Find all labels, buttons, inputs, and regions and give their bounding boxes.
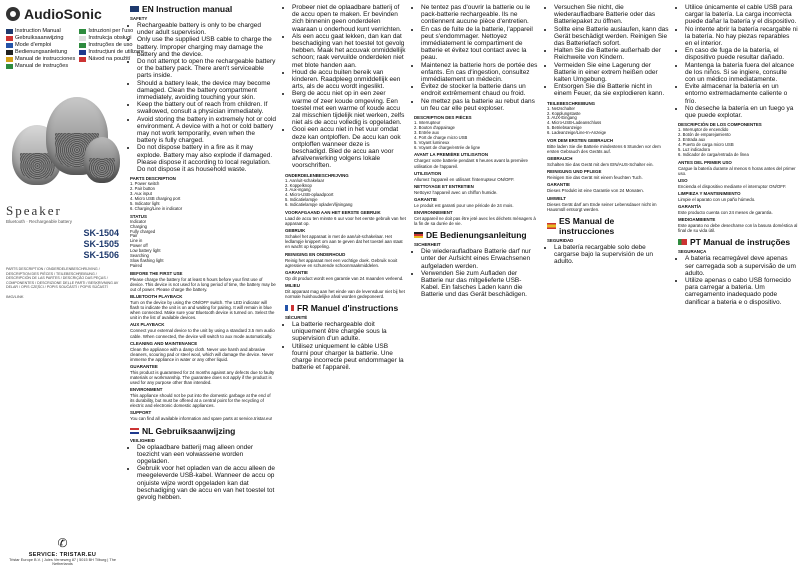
first-use-text: Please charge the battery for at least 6 hours before your first use of device. This device is not used for a long period of time, the battery may be out of power. Please charge the battery. (130, 276, 276, 292)
manual-language-label: Mode d'emploi (15, 42, 52, 48)
list-line: 1. Interruptor de encendido (678, 127, 729, 133)
environment-text: Este aparato no debe desecharse con la basura doméstica al final de su vida útil. (678, 223, 798, 234)
list-item: • Probeer niet de oplaadbare batterij of de accu open te maken. Er bevinden zich binnenin geen onderdelen waaraan u onderhoud kunt verrichten. (292, 4, 406, 33)
list-line: 6. Indicador de carga/entrada de línea (678, 151, 749, 157)
guarantee-text: This product is guaranteed for 24 months against any defects due to faulty materials or workmanship. The guarantee does not apply if the product is used for any purpose other than intended. (130, 369, 275, 386)
list-item: • Sollte eine Batterie auslaufen, kann das Gerät beschädigt werden. Reinigen Sie das Batteriefach sofort. (554, 26, 669, 48)
manual-language-item (6, 42, 75, 48)
environment-text: Dit apparaat mag aan het einde van de levensduur niet bij het normale huishoudelijke afval worden gedeponeerd. (285, 288, 405, 299)
list-item: • A bateria recarregável deve apenas ser carregada sob a supervisão de um adulto. (685, 255, 798, 277)
sicherheit-heading: SICHERHEIT (414, 242, 441, 248)
section-title-fr: FR Manuel d'instructions (285, 303, 406, 313)
list-item: • Halten Sie die Batterie außerhalb der Reichweite von Kindern. (554, 47, 669, 61)
spanish-column (676, 0, 802, 575)
list-line: 3. AUX-Eingang (547, 115, 577, 121)
list-item: • Gebruik voor het opladen van de accu alleen de meegeleverde USB-kabel. Wanneer de accu op onjuiste wijze wordt opgeladen kan dat beschadiging van de accu en van het toestel tot gevolg hebben. (137, 465, 276, 501)
first-use-heading: BEFORE THE FIRST USE (130, 270, 183, 276)
list-item: • Ne mettez pas la batterie au rebut dans un feu car elle peut exploser. (421, 98, 538, 112)
cleaning-heading: NETTOYAGE ET ENTRETIEN (414, 183, 474, 189)
list-item: • Evite almacenar la batería en un entorno extremadamente caliente o frío. (685, 83, 798, 105)
cleaning-heading: REINIGUNG UND PFLEGE (547, 169, 602, 175)
french-column (412, 0, 542, 575)
safety-list (130, 22, 276, 173)
flag-de-icon (414, 232, 423, 238)
environment-heading: MEDIOAMBIENTE (678, 217, 716, 223)
manual-language-item (6, 56, 75, 62)
brand-logo-icon (6, 7, 20, 21)
list-item: • En cas de fuite de la batterie, l'appareil peut s'endommager. Nettoyez immédiatement le compartiment de batterie et évitez tout contact avec la peau. (421, 26, 538, 62)
list-item: • No intente abrir la batería recargable ni la batería. No hay piezas reparables en el interior. (685, 26, 798, 48)
list-line: 5. Voyant lumineux (414, 139, 450, 145)
manual-language-list (6, 28, 144, 69)
usage-heading: UTILISATION (414, 170, 442, 176)
list-line: 4. Micro-USB-Ladeanschluss (547, 120, 602, 126)
language-flag-icon (79, 57, 86, 62)
securite-list-continued (414, 4, 538, 112)
flag-nl-icon (130, 428, 139, 434)
cleaning-text: Limpie el aparato con un paño húmedo. (678, 196, 756, 202)
list-item: • La batterie rechargeable doit uniquement être chargée sous la supervision d'un adulte. (292, 321, 406, 343)
cleaning-text: Reinig het apparaat met een vochtige doek. Gebruik nooit agressieve en schurende schoonmaakmiddelen. (285, 257, 398, 268)
speaker-image-mini (84, 137, 120, 183)
list-line: 4. Puerto de carga micro USB (678, 141, 734, 147)
usage-text: Schakel het apparaat in met de aan/uit-schakelaar. Het ledlampje knippert om aan te geven dat het toestel aan staat en wacht op koppeling. (285, 234, 403, 250)
model-number: SK-1504 (83, 228, 119, 238)
section-title-pt: PT Manual de instruções (678, 237, 798, 247)
cleaning-heading: CLEANING AND MAINTENANCE (130, 340, 198, 346)
list-item: • Utilisez uniquement le câble USB fourni pour charger la batterie. Une charge incorrecte peut endommager la batterie et l'appareil. (292, 343, 406, 372)
first-use-heading: VOORAFGAAND AAN HET EERSTE GEBRUIK (285, 210, 381, 216)
list-line: 5. Indicatielampje (285, 197, 318, 203)
guarantee-heading: GARANTIE (414, 196, 437, 202)
list-line: Indicator (130, 218, 147, 224)
seguridad-list (547, 244, 669, 266)
list-line: 6. Charging/Line in indicator (130, 205, 183, 211)
list-line: 5. Indicator light (130, 200, 160, 206)
list-line: 6. Ladeanzeige/Line-In-Anzeige (547, 130, 607, 136)
first-use-text: Laad de accu ten minste 6 uur voor het eerste gebruik van het apparaat op. (285, 216, 406, 227)
first-use-text: Chargez votre batterie pendant 6 heures avant la première utilisation de l'appareil. (414, 158, 528, 169)
seguridad-list-continued (678, 4, 798, 119)
guarantee-heading: GUARANTEE (130, 363, 158, 369)
list-line: 2. Bouton d'appairage (414, 124, 455, 130)
support-text: You can find all available information and spare parts at service.tristar.eu! (130, 416, 273, 422)
environment-text: Dieses Gerät darf am Ende seiner Lebensdauer nicht im Hausmüll entsorgt werden. (547, 201, 657, 212)
list-line: 1. Power switch (130, 181, 160, 187)
manual-language-label: Návod na použití (88, 56, 131, 62)
list-line: 3. Entrada aux (678, 137, 706, 143)
bluetooth-heading: BLUETOOTH PLAYBACK (130, 294, 183, 300)
list-item: • Only use the supplied USB cable to charge the battery. Improper charging may damage the battery and the device. (137, 36, 276, 58)
usage-text: Schalten Sie das Gerät mit dem EIN/AUS-Schalter ein. (547, 162, 654, 168)
manual-language-item (6, 49, 75, 55)
language-flag-icon (79, 43, 86, 48)
flag-uk-icon (130, 6, 139, 12)
brand-logo (6, 6, 119, 22)
image-link-note: IMG/LINK (6, 293, 24, 299)
service-website[interactable]: SERVICE: TRISTAR.EU (28, 551, 97, 558)
list-item: • Als een accu gaat lekken, dan kan dat beschadiging van het toestel tot gevolg hebben. Maak het accuvak onmiddellijk schoon; raak vervuilde onderdelen niet met blote handen aan. (292, 33, 406, 69)
list-line: 6. Voyant de charge/entrée de ligne (414, 144, 481, 150)
sicherheit-list-continued (547, 4, 669, 98)
manual-language-item (6, 63, 75, 69)
seguranca-heading: SEGURANÇA (678, 249, 707, 255)
list-item: • Utilize apenas o cabo USB fornecido para carregar a bateria. Um carregamento inadequado pode danificar a bateria e o dispositivo. (685, 277, 798, 306)
section-title-en: EN Instruction manual (130, 4, 276, 14)
product-subtitle: Bluetooth · Rechargeable battery (6, 219, 73, 224)
usage-heading: USO (678, 177, 688, 183)
language-flag-icon (79, 36, 86, 41)
list-item: • Verwenden Sie zum Aufladen der Batterie nur das mitgelieferte USB-Kabel. Ein falsches Laden kann die Batterie und das Gerät beschädigen. (421, 270, 538, 299)
securite-heading: SÉCURITÉ (285, 315, 308, 321)
aux-heading: AUX PLAYBACK (130, 322, 165, 328)
model-numbers (6, 228, 119, 261)
aux-text: Connect your external device to the unit by using a standard 3.5 mm audio cable. When connected, the device will switch to aux mode automatically. (130, 328, 275, 339)
language-flag-icon (6, 50, 13, 55)
flag-fr-icon (285, 305, 294, 311)
list-line: Power off (130, 243, 148, 249)
parts-list (130, 182, 276, 211)
list-line: 2. Koppelknop (285, 182, 312, 188)
manual-language-item (6, 28, 75, 34)
service-phone-icon: ✆ (57, 535, 68, 550)
model-number: SK-1506 (83, 250, 119, 260)
list-item: • Rechargeable battery is only to be charged under adult supervision. (137, 22, 276, 36)
list-line: Fully charged (130, 228, 156, 234)
list-item: • Keep the battery out of reach from children. If swallowed, consult a physician immediately. (137, 101, 276, 115)
guarantee-text: Le produit est garanti pour une période de 24 mois. (414, 202, 514, 208)
manual-language-label: Manual de instrucciones (15, 56, 76, 62)
list-line: 5. Luz indicadora (678, 146, 710, 152)
safety-heading: SAFETY (130, 16, 148, 21)
manual-language-label: Manual de instruções (15, 63, 69, 69)
list-line: 1. Interrupteur (414, 120, 441, 126)
first-use-heading: AVANT LA PREMIÈRE UTILISATION (414, 152, 488, 158)
list-line: Searching (130, 253, 149, 259)
german-column (545, 0, 673, 575)
list-line: 3. Aux-ingang (285, 187, 311, 193)
veiligheid-list-continued (285, 4, 406, 170)
language-flag-icon (79, 50, 86, 55)
manual-language-item (6, 35, 75, 41)
list-line: 4. Micro-USB-oplaadpoort (285, 192, 334, 198)
parts-list (414, 121, 538, 150)
cleaning-text: Nettoyez l'appareil avec un chiffon humide. (414, 189, 498, 195)
language-flag-icon (6, 64, 13, 69)
seguridad-heading: SEGURIDAD (547, 237, 574, 243)
section-title-de: DE Bedienungsanleitung (414, 230, 538, 240)
list-line: 1. Netzschalter (547, 105, 575, 111)
list-item: • Do not dispose battery in a fire as it may explode. Battery may also explode if damaged. Please dispose it according to local regulation. Do not dispose it as household waste. (137, 144, 276, 173)
list-item: • En caso de fuga de la batería, el dispositivo puede resultar dañado. (685, 47, 798, 61)
product-name: Speaker (6, 203, 62, 218)
list-item: • Ne tentez pas d'ouvrir la batterie ou le pack-batterie rechargeable. Ils ne contiennent aucune pièce d'entretien. (421, 4, 538, 26)
first-use-heading: ANTES DEL PRIMER USO (678, 159, 732, 165)
parts-description-languages: PARTS DESCRIPTION / ONDERDELENBESCHRIJVING / DESCRIPTION DES PIÈCES / TEILEBESCHREIBUNG / DESCRIPCIÓN DE LAS PARTES / DESCRIÇÃO DAS PEÇAS / COMPONENTES / DESCRIZIONE DELLE PARTI / BESKRIVNING AV DELAR / OPIS CZĘŚCI / POPIS SOUČÁSTÍ / POPIS SÚČASTÍ (6, 267, 119, 290)
model-number: SK-1505 (83, 239, 119, 249)
list-item: • La batería recargable solo debe cargarse bajo la supervisión de un adulto. (554, 244, 669, 266)
guarantee-text: Op dit product wordt een garantie van 24 maanden verleend. (285, 275, 404, 281)
veiligheid-heading: VEILIGHEID (130, 437, 155, 443)
list-line: 5. Betriebsanzeige (547, 125, 582, 131)
list-item: • Utilice únicamente el cable USB para cargar la batería. La carga incorrecta puede dañar la batería y el dispositivo. (685, 4, 798, 26)
support-heading: SUPPORT (130, 410, 152, 416)
usage-heading: GEBRUIK (285, 228, 306, 234)
securite-list (285, 321, 406, 371)
list-item: • De oplaadbare batterij mag alleen onder toezicht van een volwassene worden opgeladen. (137, 444, 276, 466)
environment-heading: ENVIRONNEMENT (414, 209, 453, 215)
flag-es-icon (547, 223, 556, 229)
veiligheid-list (130, 444, 276, 502)
parts-list (678, 128, 798, 157)
company-address: Tristar Europe B.V. | Jules Verneweg 87 | 5015 BH Tilburg | The Netherlands (9, 557, 116, 567)
manual-language-label: Instruction Manual (15, 28, 61, 34)
parts-heading: ONDERDELENBESCHRIJVING (285, 172, 349, 178)
flag-pt-icon (678, 239, 687, 245)
guarantee-text: Dieses Produkt ist eine Garantie von 24 Monaten. (547, 188, 644, 194)
list-line: 4. Micro USB charging port (130, 195, 181, 201)
dutch-column (283, 0, 410, 575)
list-line: 1. Aan/uit-schakelaar (285, 177, 325, 183)
language-flag-icon (6, 29, 13, 34)
service-footer (6, 536, 119, 567)
sicherheit-list (414, 248, 538, 298)
list-item: • Mantenga la batería fuera del alcance de los niños. Si se ingiere, consulte con un médico inmediatamente. (685, 62, 798, 84)
seguranca-list (678, 255, 798, 305)
section-title-nl: NL Gebruiksaanwijzing (130, 426, 276, 436)
language-flag-icon (6, 57, 13, 62)
list-line: 2. Botón de emparejamiento (678, 132, 731, 138)
brand-name: AudioSonic (24, 6, 102, 22)
manual-language-label: Instruções de uso (88, 42, 133, 48)
list-line: 2. Pair button (130, 186, 155, 192)
parts-heading: DESCRIPTION DES PIÈCES (414, 115, 472, 121)
environment-heading: ENVIRONMENT (130, 387, 163, 393)
environment-heading: MILIEU (285, 282, 300, 288)
list-line: Low battery light (130, 248, 161, 254)
parts-heading: DESCRIPCIÓN DE LOS COMPONENTES (678, 122, 762, 128)
list-line: Line in (130, 238, 143, 244)
list-item: • Die wiederaufladbare Batterie darf nur unter der Aufsicht eines Erwachsenen aufgeladen werden. (421, 248, 538, 270)
cleaning-heading: LIMPIEZA Y MANTENIMIENTO (678, 190, 741, 196)
section-title-es: ES Manual de instrucciones (547, 216, 669, 236)
language-flag-icon (79, 29, 86, 34)
usage-text: Allumez l'appareil en utilisant l'interrupteur ON/OFF. (414, 176, 515, 182)
list-line: 2. Kopplungstaste (547, 110, 581, 116)
list-line: Slow flashing light (130, 257, 164, 263)
language-flag-icon (6, 36, 13, 41)
list-line: 4. Port de charge micro USB (414, 134, 468, 140)
first-use-text: Cargue la batería durante al menos 6 horas antes del primer uso. (678, 165, 796, 176)
manual-language-label: Instrukcja obsługi (88, 35, 132, 41)
speaker-product-image (6, 77, 119, 197)
status-heading: STATUS (130, 213, 147, 219)
parts-list (547, 107, 669, 136)
usage-heading: GEBRAUCH (547, 156, 573, 162)
guarantee-heading: GARANTIE (547, 182, 570, 188)
manual-language-label: Gebruiksaanwijzing (15, 35, 64, 41)
list-line: Paired (130, 262, 143, 268)
list-item: • Gooi een accu niet in het vuur omdat deze kan ontploffen. De accu kan ook ontploffen wanneer deze is beschadigd. Bied de accu aan voor afvalverwerking volgens lokale voorschriften. (292, 126, 406, 169)
first-use-text: Bitte laden Sie die Batterie mindestens 6 Stunden vor dem ersten Gebrauch des Geräts auf. (547, 144, 661, 155)
list-line: 3. Aux input (130, 191, 152, 197)
guarantee-heading: GARANTIE (285, 269, 308, 275)
list-item: • Maintenez la batterie hors de portée des enfants. En cas d'ingestion, consultez immédiatement un médecin. (421, 62, 538, 84)
list-item: • Should a battery leak, the device may become damaged. Clean the battery compartment immediately, avoiding touching your skin. (137, 80, 276, 102)
environment-text: This appliance should not be put into the domestic garbage at the end of its durability, but must be offered at a central point for the recycling of electric and electronic domestic appliances. (130, 393, 271, 409)
list-item: • Versuchen Sie nicht, die wiederaufladbare Batterie oder das Batteriepaket zu öffnen. (554, 4, 669, 26)
list-item: • Évitez de stocker la batterie dans un endroit extrêmement chaud ou froid. (421, 83, 538, 97)
cleaning-text: Reinigen Sie das Gerät mit einem feuchten Tuch. (547, 175, 643, 181)
guarantee-heading: GARANTÍA (678, 204, 702, 210)
cleaning-text: Clean the appliance with a damp cloth. Never use harsh and abrasive cleaners, scouring pad or steel wool, which will damage the device. Never immerse the appliance in water or any other liquid. (130, 346, 274, 362)
list-line: Pair (130, 233, 138, 239)
environment-heading: UMWELT (547, 195, 566, 201)
manual-language-label: Instrucțiuni de utilizare (88, 49, 144, 55)
manual-language-label: Istruzioni per l'uso (88, 28, 134, 34)
environment-text: Cet appareil ne doit pas être jeté avec les déchets ménagers à la fin de sa durée de vie. (414, 215, 536, 227)
bluetooth-text: Turn on the device by using the ON/OFF switch. The LED indicator will flash to indicate the unit is on and waiting for pairing. It will remain in blue when connected. Make sure your Bluetooth device is turned on. Select the unit in the list of available devices. (130, 300, 275, 321)
manual-language-label: Bedienungsanleitung (15, 49, 68, 55)
list-item: • Houd de accu buiten bereik van kinderen. Raadpleeg onmiddellijk een arts, als de accu wordt ingeslikt. (292, 69, 406, 91)
english-column (128, 0, 280, 575)
parts-heading: TEILEBESCHREIBUNG (547, 100, 596, 106)
cleaning-heading: REINIGING EN ONDERHOUD (285, 251, 346, 257)
list-item: • Berg de accu niet op in een zeer warme of zeer koude omgeving. Een toestel met een warme of koude accu zal misschien tijdelijk niet werken, zelfs niet als de accu volledig is opgeladen. (292, 90, 406, 126)
usage-text: Encienda el dispositivo mediante el interruptor ON/OFF. (678, 183, 787, 189)
list-item: • No deseche la batería en un fuego ya que puede explotar. (685, 105, 798, 119)
list-item: • Avoid storing the battery in extremely hot or cold environment. A device with a hot or cold battery may not work temporarily, even when the battery is fully charged. (137, 116, 276, 145)
first-use-heading: VOR DEM ERSTEN GEBRAUCH (547, 138, 614, 144)
parts-heading: PARTS DESCRIPTION (130, 176, 176, 182)
list-item: • Vermeiden Sie eine Lagerung der Batterie in einer extrem heißen oder kalten Umgebung. (554, 62, 669, 84)
list-item: • Do not attempt to open the rechargeable battery or the battery pack. There aren't serviceable parts inside. (137, 58, 276, 80)
language-flag-icon (6, 43, 13, 48)
list-line: 3. Entrée aux (414, 129, 439, 135)
list-line: Charging (130, 223, 147, 229)
list-line: 6. Indicatielampje opladen/lijningang (285, 202, 353, 208)
parts-list (285, 179, 406, 208)
status-list (130, 220, 276, 269)
list-item: • Entsorgen Sie die Batterie nicht in einem Feuer, da sie explodieren kann. (554, 83, 669, 97)
guarantee-text: Este producto cuenta con 24 meses de garantía. (678, 210, 773, 216)
